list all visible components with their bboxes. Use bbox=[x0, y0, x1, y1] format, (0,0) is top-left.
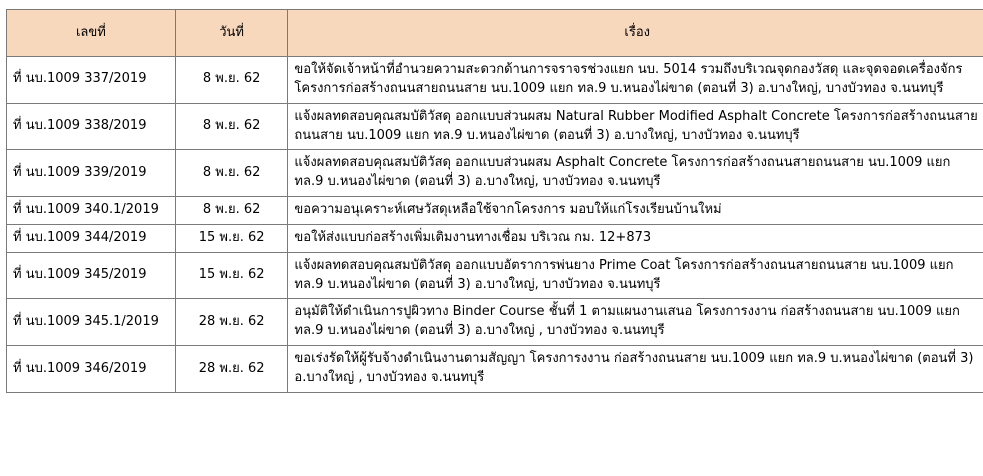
cell-date: 28 พ.ย. 62 bbox=[175, 346, 288, 393]
table-row bbox=[7, 299, 983, 346]
cell-date: 8 พ.ย. 62 bbox=[175, 103, 288, 150]
cell-number: ที่ นบ.1009 346/2019 bbox=[7, 346, 176, 393]
cell-subject: ขอความอนุเคราะห์เศษวัสดุเหลือใช้จากโครงการ มอบให้แก่โรงเรียนบ้านใหม่ bbox=[288, 197, 983, 225]
cell-subject: แจ้งผลทดสอบคุณสมบัติวัสดุ ออกแบบส่วนผสม Asphalt Concrete โครงการก่อสร้างถนนสายถนนสาย นบ.1009 แยก ทล.9 บ.หนองไผ่ขาด (ตอนที่ 3) อ.บางใหญ่, บางบัวทอง จ.นนทบุรี bbox=[288, 150, 983, 197]
table-header-row bbox=[7, 10, 983, 57]
column-header-number: เลขที่ bbox=[7, 10, 176, 57]
cell-date: 8 พ.ย. 62 bbox=[175, 197, 288, 225]
column-header-date: วันที่ bbox=[175, 10, 288, 57]
cell-date: 8 พ.ย. 62 bbox=[175, 57, 288, 104]
table-row bbox=[7, 57, 983, 104]
cell-number: ที่ นบ.1009 340.1/2019 bbox=[7, 197, 176, 225]
cell-date: 15 พ.ย. 62 bbox=[175, 252, 288, 299]
table-row bbox=[7, 252, 983, 299]
cell-number: ที่ นบ.1009 345.1/2019 bbox=[7, 299, 176, 346]
cell-subject: แจ้งผลทดสอบคุณสมบัติวัสดุ ออกแบบส่วนผสม Natural Rubber Modified Asphalt Concrete โครงการก่อสร้างถนนสายถนนสาย นบ.1009 แยก ทล.9 บ.หนองไผ่ขาด (ตอนที่ 3) อ.บางใหญ่, บางบัวทอง จ.นนทบุรี bbox=[288, 103, 983, 150]
table-row bbox=[7, 346, 983, 393]
cell-number: ที่ นบ.1009 345/2019 bbox=[7, 252, 176, 299]
cell-subject: ขอให้จัดเจ้าหน้าที่อำนวยความสะดวกด้านการจราจรช่วงแยก นบ. 5014 รวมถึงบริเวณจุดกองวัสดุ และจุดจอดเครื่องจักร โครงการก่อสร้างถนนสายถนนสาย นบ.1009 แยก ทล.9 บ.หนองไผ่ขาด (ตอนที่ 3) อ.บางใหญ่, บางบัวทอง จ.นนทบุรี bbox=[288, 57, 983, 104]
cell-subject: แจ้งผลทดสอบคุณสมบัติวัสดุ ออกแบบอัตราการพ่นยาง Prime Coat โครงการก่อสร้างถนนสายถนนสาย นบ.1009 แยก ทล.9 บ.หนองไผ่ขาด (ตอนที่ 3) อ.บางใหญ่, บางบัวทอง จ.นนทบุรี bbox=[288, 252, 983, 299]
cell-number: ที่ นบ.1009 337/2019 bbox=[7, 57, 176, 104]
cell-date: 15 พ.ย. 62 bbox=[175, 224, 288, 252]
cell-date: 28 พ.ย. 62 bbox=[175, 299, 288, 346]
table-row bbox=[7, 103, 983, 150]
cell-number: ที่ นบ.1009 344/2019 bbox=[7, 224, 176, 252]
cell-subject: ขอให้ส่งแบบก่อสร้างเพิ่มเติมงานทางเชื่อม บริเวณ กม. 12+873 bbox=[288, 224, 983, 252]
cell-date: 8 พ.ย. 62 bbox=[175, 150, 288, 197]
cell-subject: อนุมัติให้ดำเนินการปูผิวทาง Binder Course ชั้นที่ 1 ตามแผนงานเสนอ โครงการงงาน ก่อสร้างถนนสาย นบ.1009 แยก ทล.9 บ.หนองไผ่ขาด (ตอนที่ 3) อ.บางใหญ่ , บางบัวทอง จ.นนทบุรี bbox=[288, 299, 983, 346]
table-header bbox=[7, 10, 983, 57]
cell-number: ที่ นบ.1009 338/2019 bbox=[7, 103, 176, 150]
cell-subject: ขอเร่งรัดให้ผู้รับจ้างดำเนินงานตามสัญญา โครงการงงาน ก่อสร้างถนนสาย นบ.1009 แยก ทล.9 บ.หนองไผ่ขาด (ตอนที่ 3) อ.บางใหญ่ , บางบัวทอง จ.นนทบุรี bbox=[288, 346, 983, 393]
table-body bbox=[7, 57, 983, 393]
table-row bbox=[7, 224, 983, 252]
table-row bbox=[7, 197, 983, 225]
cell-number: ที่ นบ.1009 339/2019 bbox=[7, 150, 176, 197]
table-row bbox=[7, 150, 983, 197]
column-header-subject: เรื่อง bbox=[288, 10, 983, 57]
document-table bbox=[6, 9, 983, 393]
